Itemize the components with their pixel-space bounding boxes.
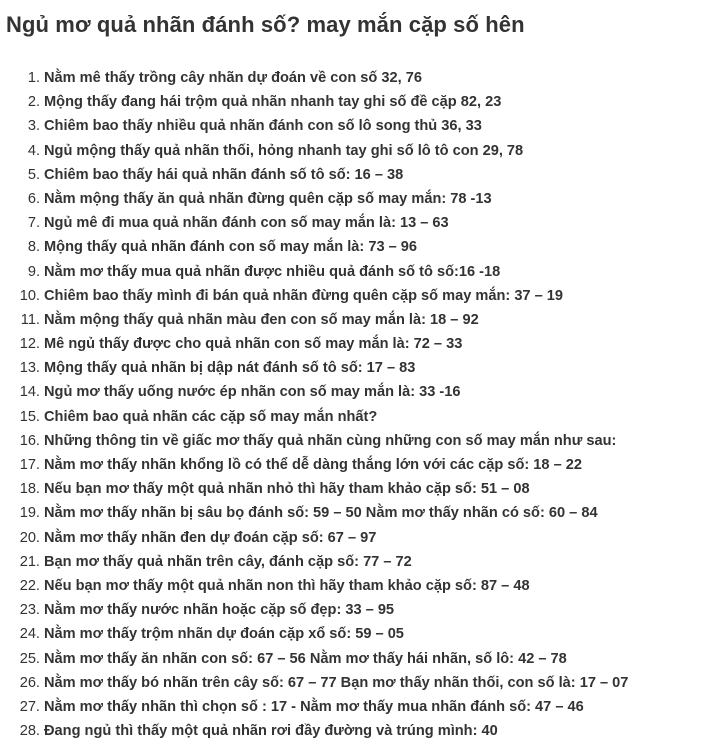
list-item — [6, 66, 706, 90]
list-item — [6, 550, 706, 574]
list-item — [6, 211, 706, 235]
list-item-number: 28. — [19, 723, 40, 740]
list-item — [6, 163, 706, 187]
list-item-number: 9. — [27, 263, 40, 280]
list-item-number: 7. — [27, 215, 40, 232]
list-item-text: Mộng thấy quả nhãn đánh con số may mắn là: 73 – 96 — [44, 239, 418, 256]
list-item — [6, 477, 706, 501]
list-item-number: 27. — [19, 698, 40, 715]
list-item-number: 16. — [19, 432, 40, 449]
list-item — [6, 695, 706, 719]
list-item-number: 22. — [19, 577, 40, 594]
list-item-text: Nằm mơ thấy nhãn khổng lồ có thể dễ dàng thắng lớn với các cặp số: 18 – 22 — [44, 457, 582, 473]
list-item-number: 3. — [27, 118, 40, 135]
list-item-number: 1. — [27, 70, 40, 86]
numbered-list — [6, 66, 706, 743]
list-item-text: Những thông tin về giấc mơ thấy quả nhãn cùng những con số may mắn như sau: — [44, 432, 617, 449]
list-item-text: Nằm mộng thấy quả nhãn màu đen con số may mắn là: 18 – 92 — [44, 311, 479, 328]
list-item — [6, 380, 706, 404]
list-item-number: 12. — [19, 336, 40, 353]
list-item-text: Nằm mơ thấy mua quả nhãn được nhiều quả đánh số tô số:16 -18 — [44, 263, 501, 280]
list-item — [6, 308, 706, 332]
list-item-text: Ngủ mê đi mua quả nhãn đánh con số may mắn là: 13 – 63 — [44, 215, 449, 232]
list-item-number: 8. — [27, 239, 40, 256]
list-item-number: 6. — [27, 190, 40, 207]
list-item — [6, 671, 706, 695]
list-item-text: Mộng thấy quả nhãn bị dập nát đánh số tô số: 17 – 83 — [44, 360, 416, 377]
list-item-number: 17. — [19, 457, 40, 473]
list-item — [6, 453, 706, 477]
list-item-number: 19. — [19, 505, 40, 522]
list-item-number: 25. — [19, 650, 40, 667]
list-item — [6, 598, 706, 622]
list-item — [6, 260, 706, 284]
list-item-text: Ngủ mơ thấy uống nước ép nhãn con số may mắn là: 33 -16 — [44, 384, 461, 401]
list-item-text: Ngủ mộng thấy quả nhãn thối, hỏng nhanh tay ghi số lô tô con 29, 78 — [44, 142, 524, 159]
list-item-number: 5. — [27, 166, 40, 183]
list-item-number: 21. — [19, 553, 40, 570]
list-item-number: 15. — [19, 408, 40, 425]
list-item — [6, 405, 706, 429]
list-item-number: 14. — [19, 384, 40, 401]
page-title: Ngủ mơ quả nhãn đánh số? may mắn cặp số hên — [6, 12, 525, 37]
list-item — [6, 719, 706, 743]
list-item-number: 11. — [20, 311, 40, 328]
list-item-text: Nếu bạn mơ thấy một quả nhãn non thì hãy tham khảo cặp số: 87 – 48 — [44, 577, 530, 594]
list-item — [6, 622, 706, 646]
list-item-text: Nằm mộng thấy ăn quả nhãn đừng quên cặp số may mắn: 78 -13 — [44, 190, 492, 207]
list-item-text: Nằm mơ thấy nhãn đen dự đoán cặp số: 67 – 97 — [44, 529, 377, 546]
list-item-text: Đang ngủ thì thấy một quả nhãn rơi đầy đường và trúng mình: 40 — [44, 723, 498, 740]
list-item-number: 26. — [19, 674, 40, 691]
list-item-number: 10. — [19, 287, 40, 304]
list-item-text: Bạn mơ thấy quả nhãn trên cây, đánh cặp số: 77 – 72 — [44, 553, 412, 570]
list-item-text: Chiêm bao thấy hái quả nhãn đánh số tô số: 16 – 38 — [44, 166, 404, 183]
list-item-number: 23. — [19, 602, 40, 619]
list-item-text: Nằm mơ thấy nhãn bị sâu bọ đánh số: 59 – 50 Nằm mơ thấy nhãn có số: 60 – 84 — [44, 505, 598, 522]
list-item-number: 20. — [19, 529, 40, 546]
list-item — [6, 501, 706, 525]
list-item-text: Nằm mơ thấy ăn nhãn con số: 67 – 56 Nằm mơ thấy hái nhãn, số lô: 42 – 78 — [44, 650, 567, 667]
list-item — [6, 235, 706, 259]
list-item — [6, 356, 706, 380]
list-item-text: Nằm mê thấy trồng cây nhãn dự đoán về con số 32, 76 — [44, 70, 422, 86]
list-item-number: 18. — [19, 481, 40, 498]
list-item — [6, 139, 706, 163]
list-item — [6, 187, 706, 211]
list-item — [6, 429, 706, 453]
list-item-number: 2. — [27, 94, 40, 111]
list-item — [6, 574, 706, 598]
list-item — [6, 647, 706, 671]
list-item-text: Mộng thấy đang hái trộm quả nhãn nhanh tay ghi số đề cặp 82, 23 — [44, 94, 502, 111]
list-item-number: 24. — [19, 626, 40, 643]
list-item — [6, 114, 706, 138]
list-item-text: Nằm mơ thấy nước nhãn hoặc cặp số đẹp: 33 – 95 — [44, 602, 395, 619]
list-item — [6, 526, 706, 550]
list-item-number: 13. — [19, 360, 40, 377]
list-item-text: Mê ngủ thấy được cho quả nhãn con số may mắn là: 72 – 33 — [44, 336, 463, 353]
list-item-text: Chiêm bao thấy mình đi bán quả nhãn đừng quên cặp số may mắn: 37 – 19 — [44, 287, 564, 304]
list-item-text: Nằm mơ thấy bó nhãn trên cây số: 67 – 77 Bạn mơ thấy nhãn thối, con số là: 17 – 07 — [44, 674, 629, 691]
list-item-number: 4. — [27, 142, 40, 159]
list-item-text: Nằm mơ thấy nhãn thì chọn số : 17 - Nằm mơ thấy mua nhãn đánh số: 47 – 46 — [44, 698, 584, 715]
list-item — [6, 90, 706, 114]
list-item-text: Chiêm bao quả nhãn các cặp số may mắn nhất? — [44, 408, 378, 425]
list-item-text: Chiêm bao thấy nhiều quả nhãn đánh con số lô song thủ 36, 33 — [44, 118, 482, 135]
list-item-text: Nằm mơ thấy trộm nhãn dự đoán cặp xổ số: 59 – 05 — [44, 626, 404, 643]
list-item — [6, 332, 706, 356]
list-item — [6, 284, 706, 308]
list-item-text: Nếu bạn mơ thấy một quả nhãn nhỏ thì hãy tham khảo cặp số: 51 – 08 — [44, 481, 530, 498]
